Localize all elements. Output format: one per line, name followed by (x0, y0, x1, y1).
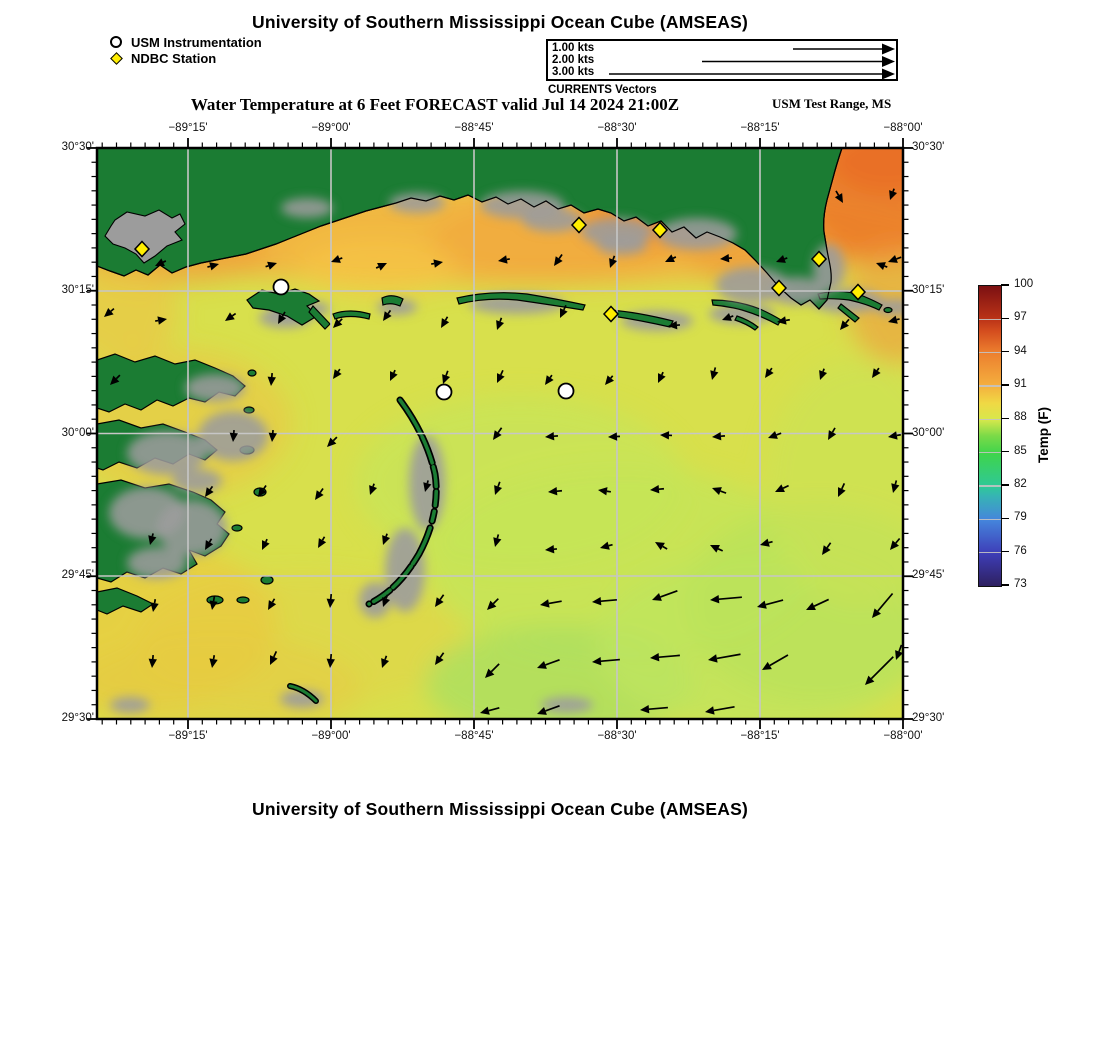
colorbar-level-line (979, 519, 1001, 521)
colorbar-tick-label: 91 (1014, 378, 1027, 390)
usm-instrument-marker (437, 385, 452, 400)
lon-label-top: −88°30' (597, 122, 637, 134)
island-small (382, 296, 403, 306)
colorbar-level-line (979, 352, 1001, 354)
lat-label-right: 30°00' (912, 426, 945, 439)
colorbar-tick-label: 73 (1014, 578, 1027, 590)
currents-vector-legend (546, 39, 898, 81)
colorbar-tick-label: 79 (1014, 511, 1027, 524)
colorbar-tick (1001, 551, 1009, 553)
lon-label-bottom: −89°15' (168, 730, 208, 742)
colorbar-tick-label: 88 (1014, 411, 1027, 424)
usm-instrument-marker (559, 384, 574, 399)
lon-label-bottom: −88°00' (883, 730, 923, 742)
colorbar-tick (1001, 584, 1009, 586)
currents-1kt-label: 1.00 kts (552, 42, 595, 54)
lon-label-top: −89°00' (311, 122, 351, 134)
colorbar-tick (1001, 284, 1009, 286)
lat-label-right: 30°30' (912, 141, 945, 153)
colorbar-tick-label: 85 (1014, 444, 1027, 457)
ndbc-diamond-icon (110, 52, 123, 65)
currents-scale-arrows (548, 41, 895, 83)
colorbar-tick (1001, 384, 1009, 386)
lat-label-right: 29°45' (912, 569, 945, 581)
colorbar-tick (1001, 318, 1009, 320)
colorbar-level-line (979, 419, 1001, 421)
lat-label-left: 29°45' (61, 569, 94, 581)
map-plot (97, 148, 903, 719)
lat-label-left: 29°30' (61, 712, 94, 724)
colorbar-tick (1001, 451, 1009, 453)
lat-label-left: 30°15' (61, 284, 94, 296)
lon-label-top: −88°00' (883, 122, 923, 134)
map-canvas (97, 148, 903, 719)
lat-label-left: 30°30' (61, 141, 94, 153)
plot-subtitle: Water Temperature at 6 Feet FORECAST valid Jul 14 2024 21:00Z (190, 95, 680, 114)
colorbar-tick (1001, 484, 1009, 486)
colorbar-tick-label: 94 (1014, 344, 1027, 357)
colorbar-tick-label: 76 (1014, 544, 1027, 557)
legend-usm-label: USM Instrumentation (131, 35, 262, 50)
lon-label-bottom: −88°45' (454, 730, 494, 742)
lat-label-left: 30°00' (61, 426, 94, 439)
lat-label-right: 30°15' (912, 284, 945, 296)
colorbar-level-line (979, 385, 1001, 387)
lon-label-bottom: −89°00' (311, 730, 351, 742)
currents-3kt-label: 3.00 kts (552, 66, 595, 78)
colorbar-tick (1001, 518, 1009, 520)
colorbar-tick (1001, 418, 1009, 420)
lon-label-top: −89°15' (168, 122, 208, 134)
usm-instrument-marker (274, 280, 289, 295)
colorbar-tick-label: 97 (1014, 311, 1027, 324)
temperature-colorbar (978, 285, 1002, 587)
colorbar-tick-label: 82 (1014, 478, 1027, 490)
lon-label-bottom: −88°15' (740, 730, 780, 742)
colorbar-level-line (979, 485, 1001, 487)
footer-title: University of Southern Mississippi Ocean Cube (AMSEAS) (251, 799, 749, 819)
lat-label-right: 29°30' (912, 712, 945, 724)
lon-label-top: −88°15' (740, 122, 780, 134)
colorbar-tick-label: 100 (1014, 278, 1034, 290)
colorbar-tick (1001, 351, 1009, 353)
currents-2kt-label: 2.00 kts (552, 54, 595, 66)
lon-label-bottom: −88°30' (597, 730, 637, 742)
colorbar-level-line (979, 552, 1001, 554)
usm-circle-icon (110, 36, 122, 48)
lon-label-top: −88°45' (454, 122, 494, 134)
colorbar-level-line (979, 452, 1001, 454)
page-title: University of Southern Mississippi Ocean Cube (AMSEAS) (251, 12, 749, 32)
region-label: USM Test Range, MS (772, 96, 892, 111)
currents-caption: CURRENTS Vectors (548, 84, 657, 96)
colorbar-title: Temp (F) (1036, 407, 1051, 463)
colorbar-level-line (979, 319, 1001, 321)
legend-ndbc-label: NDBC Station (131, 51, 217, 66)
